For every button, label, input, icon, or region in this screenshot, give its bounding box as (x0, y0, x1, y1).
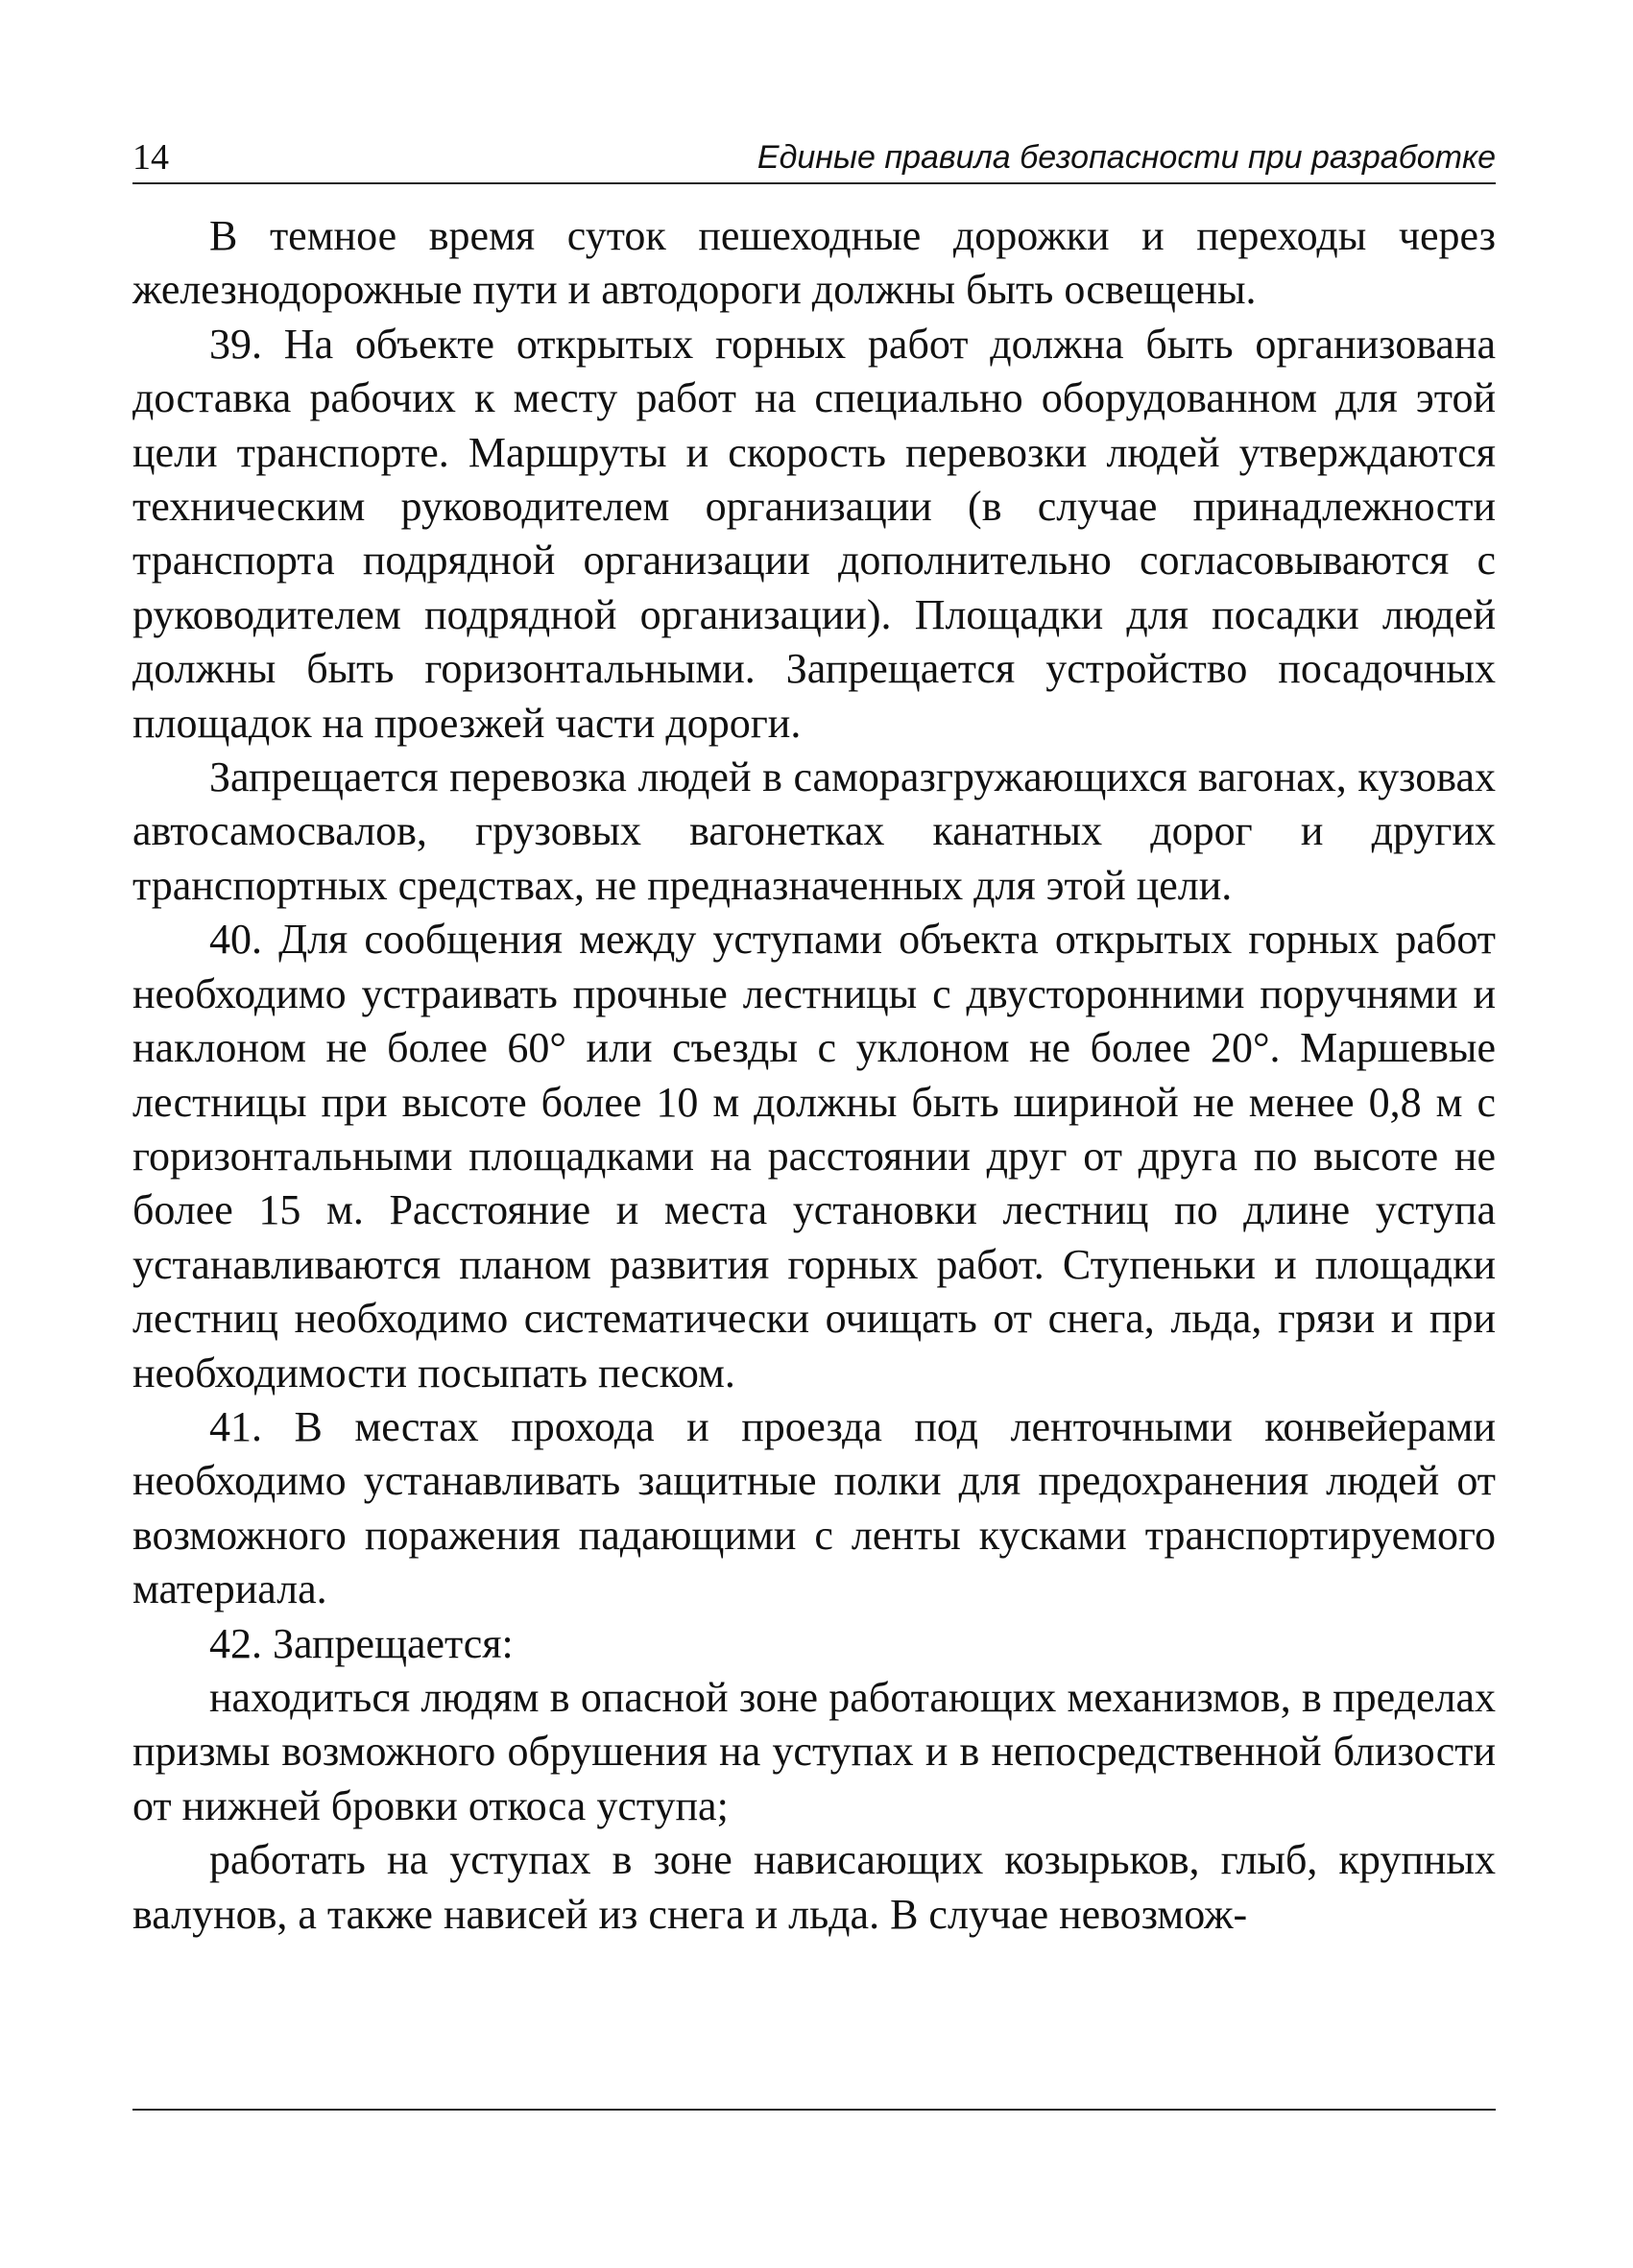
running-title: Единые правила безопасности при разработке (756, 139, 1496, 176)
page-header (132, 134, 1496, 184)
paragraph: 40. Для сообщения между уступами объекта открытых горных работ необходимо устраивать прочные лестницы с двусторонними поручнями и наклоном не более 60° или съезды с уклоном не более 20°. Маршевые лестницы при высоте более 10 м должны быть шириной не менее 0,8 м с горизонтальными площадками на расстоянии друг от друга по высоте не более 15 м. Расстояние и места установки лестниц по длине уступа устанавливаются планом развития горных работ. Ступеньки и площадки лестниц необходимо систематически очищать от снега, льда, грязи и при необходимости посыпать песком. (132, 916, 1496, 1397)
paragraph: 39. На объекте открытых горных работ должна быть организована доставка рабочих к месту работ на специально оборудованном для этой цели транспорте. Маршруты и скорость перевозки людей утверждаются техническим руководителем организации (в случае принадлежности транспорта подрядной организации дополнительно согласовываются с руководителем подрядной организации). Площадки для посадки людей должны быть горизонтальными. Запрещается устройство посадочных площадок на проезжей части дороги. (132, 320, 1496, 747)
paragraph: 41. В местах прохода и проезда под ленточными конвейерами необходимо устанавливать защитные полки для предохранения людей от возможного поражения падающими с ленты кусками транспортируемого материала. (132, 1402, 1496, 1613)
paragraph: В темное время суток пешеходные дорожки и переходы через железнодорожные пути и автодороги должны быть освещены. (132, 212, 1496, 314)
page-number: 14 (132, 137, 169, 178)
paragraph: находиться людям в опасной зоне работающих механизмов, в пределах призмы возможного обрушения на уступах и в непосредственной близости от нижней бровки откоса уступа; (132, 1673, 1496, 1829)
paragraph: работать на уступах в зоне нависающих козырьков, глыб, крупных валунов, а также нависей из снега и льда. В случае невозмож- (132, 1836, 1496, 1938)
paragraph: 42. Запрещается: (209, 1619, 514, 1667)
document-page (132, 134, 1496, 1942)
paragraph: Запрещается перевозка людей в саморазгружающихся вагонах, кузовах автосамосвалов, грузовых вагонетках канатных дорог и других транспортных средствах, не предназначенных для этой цели. (132, 753, 1496, 909)
bottom-divider (132, 2109, 1496, 2111)
body-text (132, 209, 1496, 1942)
